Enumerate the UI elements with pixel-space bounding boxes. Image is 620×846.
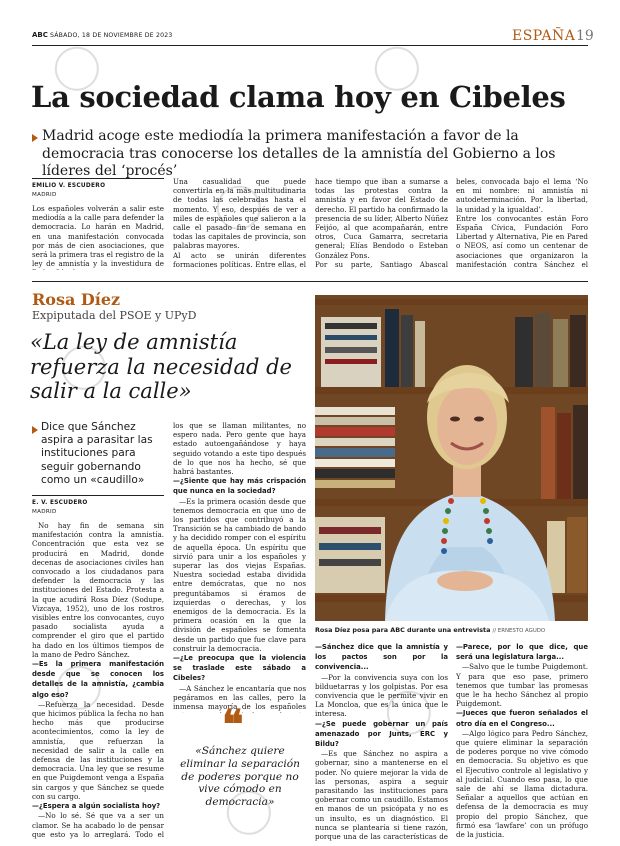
interview-paragraph: —Por la convivencia suya con los bilduetarras y los golpistas. Por esa convivencia que le permite vivir en La Moncloa, que es la única que le interesa. [315,672,448,719]
interview-paragraph: los que se llaman militantes, no espero nada. Pero gente que haya estado autoengañándose y haya seguido votando a este tipo después de lo que nos ha hecho, sé que habrá bastantes. [173,421,306,477]
photo-caption-text: Rosa Díez posa para ABC durante una entrevista [315,626,491,634]
interview-paragraph: —Es que Sánchez no aspira a gobernar, sino a mantenerse en el poder. No quiere mejorar la vida de las personas, aspira a seguir parasitando las instituciones para gobernar como un caudillo. Estamos en manos de un psicópata y no es un insulto, es un diagnóstico. El nunca se plantearía si tiene razón, porque una de las características de [315,749,448,842]
photo-caption [315,626,588,634]
interview-paragraph: —No lo sé. Sé que va a ser un clamor. Se ha acabado lo de pensar que esto ya lo arreglará. Todo el [32,811,164,839]
interview-question-paragraph [456,708,588,728]
main-column-2: Una casualidad que puede convertirla en la más multitudinaria de todas las celebradas hasta el momento. Y eso, después de ver a miles de españoles que salieron a la calle el pasado fin de semana en todas las capitales de provincia, son palabras mayores. Al acto se unirán diferentes formaciones políticas. Entre ellas, el [173,177,306,269]
interview-paragraph: —Salvo que le tumbe Puigdemont. Y para que eso pase, primero tenemos que tumbar las promesas que le ha hecho Sánchez al propio Puigdemont. [456,662,588,709]
section-divider [32,281,588,282]
header-date: SÁBADO, 18 DE NOVIEMBRE DE 2023 [50,31,173,39]
pull-quote-mark-icon: ❝ [222,701,244,748]
rosa-diez-photo [315,295,588,621]
photo-credit-separator: // [492,628,498,634]
interview-paragraph: —Refuerza la necesidad. Desde que hicimos pública la fecha no han hecho más que producirse acontecimientos, como la ley de amnistía, que refuerzan la necesidad de salir a la calle en defensa de las instituciones y la democracia. Una ley que se resume en que Puigdemont venga a España sin cargos y que Sánchez se quede con su cargo. [32,699,164,801]
photo-credit: ERNESTO AGUDO [497,628,546,634]
page-number: 19 [576,28,594,44]
deck-arrow-icon [32,426,38,434]
interview-question: —¿Siente que hay más crispación que nunca en la sociedad? [173,477,306,496]
interview-question: —¿Le preocupa que la violencia se traslade este sábado a Cibeles? [173,654,306,683]
interview-question: —¿Se puede gobernar un país amenazado por Junts, ERC y Bildu? [315,719,448,749]
interviewee-role: Expiputada del PSOE y UPyD [32,309,197,322]
interview-city: MADRID [32,509,57,515]
interview-question-paragraph [315,642,448,673]
interview-column-3 [315,642,448,842]
section-label: ESPAÑA [512,28,576,44]
interview-question: —¿Espera a algún socialista hoy? [32,802,161,811]
interview-question-paragraph [315,719,448,750]
interview-paragraph: —A Sánchez le encantaría que nos pegáramos en las calles, pero la inmensa mayoría de los españoles [173,683,306,712]
main-column-1: Los españoles volverán a salir este mediodía a la calle para defender la democracia. Lo harán en Madrid, en una manifestación convocada por más de cien asociaciones, que será la primera tras el registro de la ley de amnistía y la investidura de [32,204,164,269]
interview-byline-rule [32,495,164,496]
interview-column-1 [32,521,164,839]
main-subhead: Madrid acoge este mediodía la primera manifestación a favor de la democracia tras conocerse los detalles de la amnistía del Gobierno a los líderes del ‘procés’ [42,128,556,179]
byline-rule [32,178,164,179]
interview-question: —Sánchez dice que la amnistía y los pactos son por la convivencia... [315,643,448,672]
interview-column-4 [456,642,588,842]
interview-question-paragraph [173,653,306,684]
interviewee-name: Rosa Díez [32,290,121,309]
interview-paragraph: No hay fin de semana sin manifestación contra la amnistía. Concentración que esta vez se producirá en Madrid, donde decenas de asociaciones civiles han convocado a los ciudadanos para defender la democracia y las instituciones del Estado. Protesta a la que acudirá Rosa Díez (Sodupe, Vizcaya, 1952), uno de los rostros visibles entre los convocantes, cuyo pasado socialista ayuda a comprender el giro que el partido ha dado en los últimos tiempos de la mano de Pedro Sánchez. [32,521,164,659]
header-brand: ABC [32,31,48,39]
main-byline: EMILIO V. ESCUDERO [32,183,106,189]
main-column-3: hace tiempo que iban a sumarse a todas las protestas contra la amnistía y en favor del Estado de derecho. El partido ha confirmado la presencia de su líder, Alberto Núñez Feijóo, al que acompañarán, entre otros, Cuca Gamarra, secretaria general; Elías Bendodo o Esteban González Pons. Por su parte, Santiago Abascal [315,177,448,269]
interview-quote-headline: «La ley de amnistía refuerza la necesidad de salir a la calle» [30,330,292,403]
main-column-4: beles, convocada bajo el lema ‘No en mi nombre: ni amnistía ni autodeterminación. Por la libertad, la unidad y la igualdad’. Entre los convocantes están Foro España Cívica, Fundación Foro Libertad y Alternativa, Pie en Pared o NEOS, así como un centenar de asociaciones que organizaron la manifestación contra Sánchez el [456,177,588,269]
interview-paragraph: —Algo lógico para Pedro Sánchez, que quiere eliminar la separación de poderes porque no vive cómodo en democracia. Su objetivo es que el Ejecutivo controle al legislativo y al judicial. Cuando eso pasa, lo que sale de ahí se llama dictadura. Señalar a aquellos que actúan en defensa de la democracia es muy propio del propio Sánchez, que firmó esa ‘lawfare’ con un prófugo de la justicia. [456,728,588,840]
main-headline: La sociedad clama hoy en Cibeles [31,80,566,114]
interview-question-paragraph [173,476,306,496]
interview-question: —Jueces que fueron señalados el otro día en el Congreso... [456,709,588,728]
interview-question: —Es la primera manifestación desde que se conocen los detalles de la amnistía, ¿cambia algo eso? [32,660,164,699]
header-rule [32,45,588,46]
subhead-arrow-icon [32,134,38,142]
interview-question: —Parece, por lo que dice, que será una legislatura larga... [456,643,588,662]
interview-column-2 [173,421,306,713]
interview-paragraph: —Es la primera ocasión desde que tenemos democracia en que uno de los partidos que contribuyó a la Transición se ha cambiado de bando y ha decidido romper con el espíritu de aquella época. Un espíritu que sirvió para unir a los españoles y superar las dos viejas Españas. Nuestra sociedad estaba dividida entre demócratas, que no nos preguntábamos si éramos de izquierdas o derechas, y los enemigos de la democracia. Es la primera ocasión en la que la división de españoles se fomenta desde un partido que fue clave para construir la democracia. [173,496,306,653]
main-city: MADRID [32,192,57,198]
interview-question-paragraph [456,642,588,662]
interview-byline: E. V. ESCUDERO [32,500,88,506]
pull-quote: «Sánchez quiere eliminar la separación de poderes porque no vive cómodo en democracia» [180,745,300,809]
interview-question-paragraph [32,659,164,700]
interview-question-paragraph [32,801,164,811]
interview-deck: Dice que Sánchez aspira a parasitar las instituciones para seguir gobernando como un «caudillo» [41,421,153,486]
